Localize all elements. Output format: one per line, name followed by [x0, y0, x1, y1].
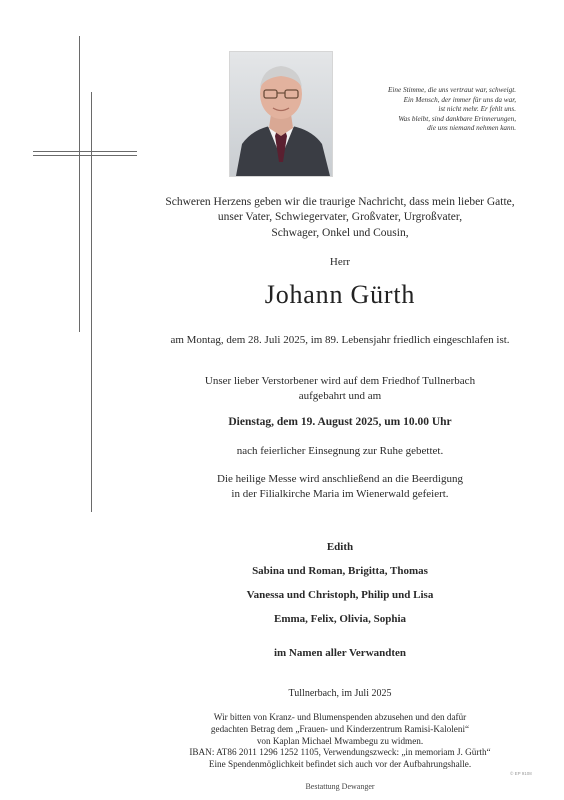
- donation-notes: [140, 712, 540, 771]
- poem-line: die uns niemand nehmen kann.: [427, 124, 516, 133]
- note-line: von Kaplan Michael Mwambegu zu widmen.: [256, 735, 424, 746]
- mourners-list: [140, 535, 540, 631]
- announcement-intro: [140, 195, 540, 241]
- mass-line: Die heilige Messe wird anschließend an die Beerdigung: [217, 473, 463, 485]
- salutation: Herr: [329, 256, 351, 268]
- burial-info: [140, 374, 540, 403]
- blessing-line: nach feierlicher Einsegnung zur Ruhe gebettet.: [236, 445, 444, 457]
- poem-line: ist nicht mehr. Er fehlt uns.: [438, 105, 516, 114]
- intro-line: Schweren Herzens geben wir die traurige Nachricht, dass mein lieber Gatte,: [165, 196, 515, 208]
- burial-line: Unser lieber Verstorbener wird auf dem Friedhof Tullnerbach: [204, 375, 476, 387]
- cross-horizontal-line-bottom: [33, 155, 137, 156]
- mass-line: in der Filialkirche Maria im Wienerwald gefeiert.: [231, 487, 449, 500]
- mourner-line: Vanessa und Christoph, Philip und Lisa: [246, 589, 434, 601]
- death-notice-line: am Montag, dem 28. Juli 2025, im 89. Lebensjahr friedlich eingeschlafen ist.: [170, 334, 510, 346]
- deceased-name: Johann Gürth: [264, 280, 416, 309]
- closing-line: im Namen aller Verwandten: [273, 647, 407, 659]
- poem-line: Eine Stimme, die uns vertraut war, schweigt.: [388, 86, 516, 94]
- burial-line: aufgebahrt und am: [298, 389, 382, 402]
- intro-line: unser Vater, Schwiegervater, Großvater, Urgroßvater,: [217, 211, 463, 224]
- cross-horizontal-line-top: [33, 151, 137, 152]
- portrait-illustration: [230, 52, 332, 176]
- poem-line: Was bleibt, sind dankbare Erinnerungen,: [398, 114, 516, 123]
- undertaker-name: Bestattung Dewanger: [305, 782, 375, 791]
- note-line: IBAN: AT86 2011 1296 1252 1105, Verwendungszweck: „in memoriam J. Gürth“: [189, 747, 491, 758]
- mourner-line: Edith: [326, 541, 354, 553]
- note-line: Wir bitten von Kranz- und Blumenspenden abzusehen und den dafür: [213, 712, 467, 722]
- intro-line: Schwager, Onkel und Cousin,: [271, 226, 409, 239]
- note-line: Eine Spendenmöglichkeit befindet sich auch vor der Aufbahrungshalle.: [208, 759, 472, 770]
- note-line: gedachten Betrag dem „Frauen- und Kinderzentrum Ramisi-Kaloleni“: [210, 723, 470, 734]
- mourner-line: Sabina und Roman, Brigitta, Thomas: [252, 565, 428, 577]
- poem-line: Ein Mensch, der immer für uns da war,: [403, 95, 516, 104]
- funeral-date: Dienstag, dem 19. August 2025, um 10.00 Uhr: [228, 416, 452, 428]
- portrait-photo: [230, 52, 332, 176]
- cross-vertical-line-left: [79, 36, 80, 332]
- memorial-poem: [350, 86, 516, 134]
- mourner-line: Emma, Felix, Olivia, Sophia: [273, 613, 406, 625]
- corner-mark: © EP 9108: [510, 771, 532, 776]
- mass-info: [140, 472, 540, 501]
- place-and-date: Tullnerbach, im Juli 2025: [288, 688, 392, 699]
